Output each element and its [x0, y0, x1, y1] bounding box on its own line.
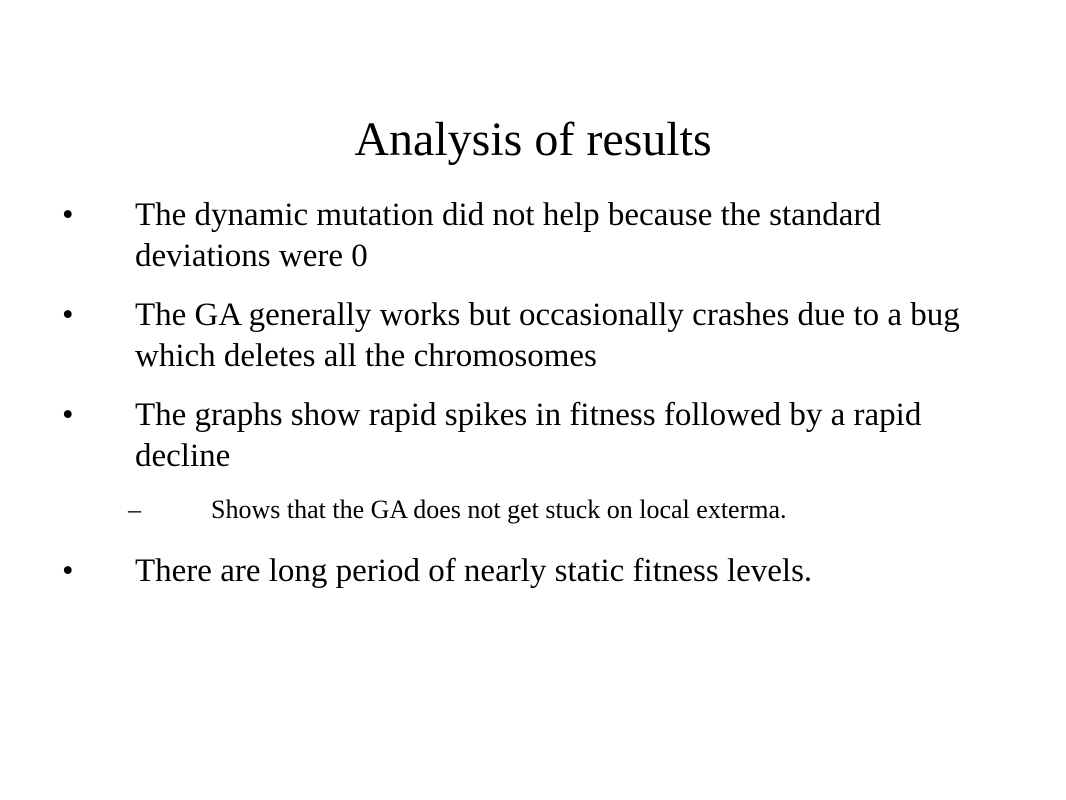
sub-bullet-text: Shows that the GA does not get stuck on local exterma.: [211, 495, 787, 524]
bullet-text: The GA generally works but occasionally crashes due to a bug which deletes all the chromosomes: [135, 297, 960, 374]
bullet-marker: •: [62, 197, 74, 233]
sub-bullet-marker: –: [128, 495, 141, 524]
bullet-text: The graphs show rapid spikes in fitness followed by a rapid decline: [135, 397, 922, 474]
sub-bullet-item: [0, 491, 941, 529]
bullet-item: [0, 295, 985, 377]
slide-title: Analysis of results: [354, 113, 712, 166]
bullet-text: There are long period of nearly static fitness levels.: [135, 553, 813, 589]
bullet-item: [0, 195, 985, 277]
bullet-marker: •: [62, 297, 74, 333]
bullet-marker: •: [62, 397, 74, 433]
bullet-marker: •: [62, 553, 74, 589]
bullet-item: [0, 395, 985, 477]
bullet-text: The dynamic mutation did not help because the standard deviations were 0: [135, 197, 881, 274]
bullet-list: [0, 195, 1066, 610]
bullet-item: [0, 551, 985, 592]
